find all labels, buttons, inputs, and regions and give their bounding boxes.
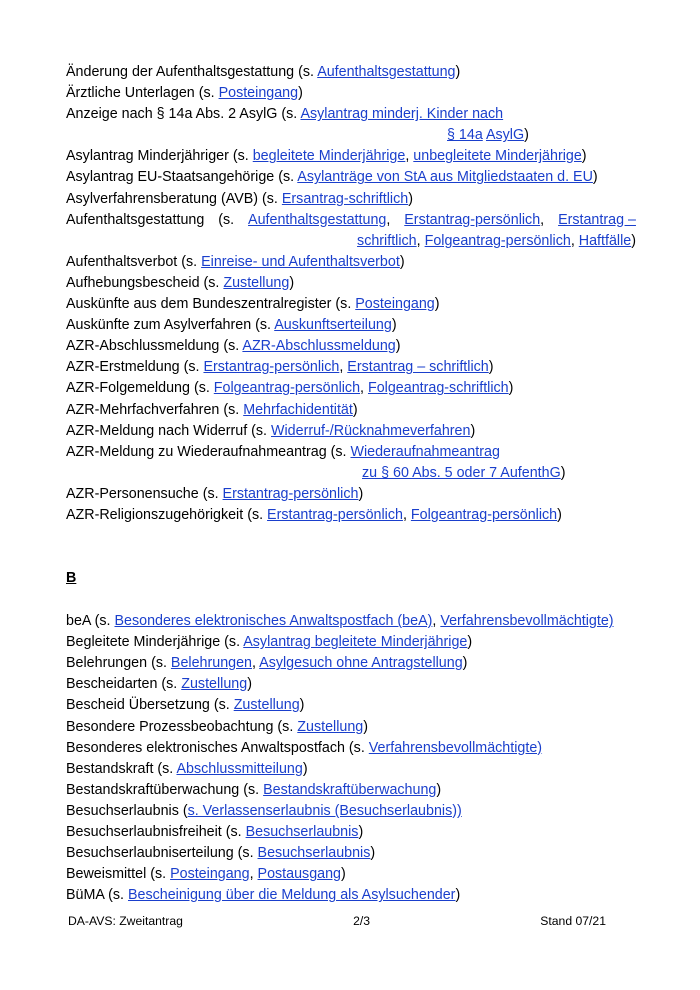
entry-link[interactable]: Aufenthaltsgestattung — [248, 211, 387, 228]
section-heading-b: B — [66, 570, 77, 587]
index-entry: Änderung der Aufenthaltsgestattung (s. Aufenthaltsgestattung) — [66, 64, 461, 80]
entry-link[interactable]: Wiederaufnahmeantrag — [350, 443, 500, 460]
entry-link[interactable]: Erstantrag-persönlich — [203, 359, 340, 376]
entry-link[interactable]: Zustellung — [223, 274, 290, 291]
index-entry: Aufhebungsbescheid (s. Zustellung) — [66, 274, 295, 291]
section-spacer — [66, 589, 636, 611]
entry-term: Aufenthaltsgestattung — [66, 211, 205, 228]
index-entry-continuation: zu § 60 Abs. 5 oder 7 AufenthG) — [362, 464, 566, 481]
entry-term: beA — [66, 613, 91, 630]
entry-link[interactable]: Asylanträge von StA aus Mitgliedstaaten d. EU — [297, 169, 593, 186]
index-entry: AZR-Meldung zu Wiederaufnahmeantrag (s. Wiederaufnahmeantrag — [66, 443, 500, 460]
index-entry: Ärztliche Unterlagen (s. Posteingang) — [66, 85, 303, 102]
entry-term: Begleitete Minderjährige — [66, 634, 221, 651]
entry-term: Asylantrag Minderjähriger — [66, 148, 229, 165]
index-entry: AZR-Religionszugehörigkeit (s. Erstantrag-persönlich, Folgeantrag-persönlich) — [66, 506, 562, 523]
entry-link[interactable]: Abschlussmitteilung — [176, 760, 303, 777]
entry-link[interactable]: Verfahrensbevollmächtigte) — [368, 739, 543, 756]
entry-term: Ärztliche Unterlagen — [66, 85, 195, 102]
entry-link[interactable]: Posteingang — [218, 85, 299, 102]
index-entry: Asylantrag EU-Staatsangehörige (s. Asylanträge von StA aus Mitgliedstaaten d. EU) — [66, 169, 598, 186]
entry-link[interactable]: Posteingang — [170, 866, 250, 883]
index-entry: Bestandskraftüberwachung (s. Bestandskraftüberwachung) — [66, 781, 442, 798]
footer-document-title: DA-AVS: Zweitantrag — [68, 914, 183, 928]
entry-link[interactable]: s. Verlassenserlaubnis (Besuchserlaubnis)) — [187, 802, 462, 819]
entry-term: BüMA — [66, 887, 105, 904]
page-footer — [68, 914, 606, 928]
entry-term: Bestandskraftüberwachung — [66, 781, 240, 798]
entry-link[interactable]: Folgeantrag-persönlich — [424, 232, 571, 249]
entry-term: Bescheidarten — [66, 676, 158, 693]
entry-link[interactable]: Folgeantrag-persönlich — [213, 380, 361, 397]
entry-link[interactable]: Haftfälle — [578, 232, 632, 249]
entry-link[interactable]: schriftlich — [357, 232, 417, 249]
entry-term: Besuchserlaubniserteilung — [66, 845, 234, 862]
entry-link[interactable]: Asylantrag begleitete Minderjährige — [243, 634, 468, 651]
entry-term: Beweismittel — [66, 866, 147, 883]
entry-term: AZR-Personensuche — [66, 485, 199, 502]
entry-term: Auskünfte zum Asylverfahren — [66, 317, 252, 334]
entry-term: Asylantrag EU-Staatsangehörige — [66, 169, 275, 186]
entry-term: Anzeige nach § 14a Abs. 2 AsylG — [66, 106, 278, 123]
entry-link[interactable]: Ersantrag-schriftlich — [281, 190, 409, 207]
entry-term: AZR-Religionszugehörigkeit — [66, 506, 244, 523]
entry-link[interactable]: Zustellung — [233, 697, 300, 714]
entry-term: AZR-Meldung zu Wiederaufnahmeantrag — [66, 443, 327, 460]
index-entry: Belehrungen (s. Belehrungen, Asylgesuch ohne Antragstellung) — [66, 655, 468, 672]
entry-see-label: (s. — [218, 211, 235, 228]
index-entry: Besuchserlaubnis (s. Verlassenserlaubnis (Besuchserlaubnis)) — [66, 802, 462, 819]
entry-link[interactable]: Bestandskraftüberwachung — [263, 781, 437, 798]
index-entry: Aufenthaltsgestattung (s. Aufenthaltsgestattung, Erstantrag-persönlich, Erstantrag – — [66, 210, 636, 231]
entry-link[interactable]: Asylgesuch ohne Antragstellung — [259, 655, 463, 672]
entry-term: Asylverfahrensberatung (AVB) — [66, 190, 259, 207]
entry-term: Besuchserlaubnisfreiheit — [66, 824, 222, 840]
entry-link[interactable]: begleitete Minderjährige — [252, 148, 406, 165]
entry-term: Aufhebungsbescheid — [66, 274, 200, 291]
entry-term: AZR-Erstmeldung — [66, 359, 180, 376]
index-entry: AZR-Erstmeldung (s. Erstantrag-persönlich, Erstantrag – schriftlich) — [66, 359, 494, 376]
entry-link[interactable]: Mehrfachidentität — [243, 401, 353, 418]
entry-link[interactable]: Widerruf-/Rücknahmeverfahren — [271, 422, 471, 439]
index-entry: Asylverfahrensberatung (AVB) (s. Ersantrag-schriftlich) — [66, 190, 413, 207]
entry-link[interactable]: Belehrungen — [170, 655, 253, 672]
entry-link[interactable]: Erstantrag-persönlich — [404, 211, 541, 228]
entry-link[interactable]: Erstantrag-persönlich — [222, 485, 359, 502]
entry-term: Aufenthaltsverbot — [66, 253, 178, 270]
entry-link[interactable]: Erstantrag – schriftlich — [347, 359, 489, 376]
entry-link[interactable]: Einreise- und Aufenthaltsverbot — [201, 253, 400, 270]
entry-link[interactable]: AZR-Abschlussmeldung — [242, 338, 396, 355]
entry-link[interactable]: AsylG — [485, 127, 525, 144]
entry-term: Auskünfte aus dem Bundeszentralregister — [66, 296, 332, 313]
index-entry: Besonderes elektronisches Anwaltspostfach (s. Verfahrensbevollmächtigte) — [66, 739, 543, 756]
entry-link[interactable]: Erstantrag – — [558, 211, 636, 228]
entry-term: Besondere Prozessbeobachtung — [66, 718, 274, 735]
index-entry: Besuchserlaubnisfreiheit (s. Besuchserlaubnis) — [66, 824, 364, 840]
index-entry: Anzeige nach § 14a Abs. 2 AsylG (s. Asylantrag minderj. Kinder nach — [66, 106, 504, 123]
entry-term: Belehrungen — [66, 655, 148, 672]
index-entry: Auskünfte aus dem Bundeszentralregister (s. Posteingang) — [66, 296, 440, 313]
entry-term: Änderung der Aufenthaltsgestattung — [66, 64, 295, 80]
footer-page-number: 2/3 — [353, 914, 371, 928]
entry-term: AZR-Folgemeldung — [66, 380, 190, 397]
entry-link[interactable]: Postausgang — [257, 866, 341, 883]
entry-link[interactable]: Bescheinigung über die Meldung als Asylsuchender — [127, 887, 456, 904]
entry-term: AZR-Mehrfachverfahren — [66, 401, 220, 418]
entry-link[interactable]: unbegleitete Minderjährige — [413, 148, 582, 165]
index-entry: Auskünfte zum Asylverfahren (s. Auskunftserteilung) — [66, 317, 397, 334]
index-entry: Aufenthaltsverbot (s. Einreise- und Aufenthaltsverbot) — [66, 253, 405, 270]
entry-link[interactable]: Asylantrag minderj. Kinder nach — [300, 106, 504, 123]
entry-link[interactable]: zu § 60 Abs. 5 oder 7 AufenthG — [362, 464, 561, 481]
index-entry: AZR-Personensuche (s. Erstantrag-persönlich) — [66, 485, 364, 502]
entry-link[interactable]: Erstantrag-persönlich — [267, 506, 403, 523]
entry-link[interactable]: Zustellung — [181, 676, 248, 693]
entry-link[interactable]: Auskunftserteilung — [274, 317, 392, 334]
index-entry: AZR-Mehrfachverfahren (s. Mehrfachidentität) — [66, 401, 358, 418]
index-entry: Bescheid Übersetzung (s. Zustellung) — [66, 697, 305, 714]
entry-term: Bestandskraft — [66, 760, 154, 777]
entry-link[interactable]: Zustellung — [297, 718, 364, 735]
index-entry: AZR-Folgemeldung (s. Folgeantrag-persönlich, Folgeantrag-schriftlich) — [66, 380, 514, 397]
entry-link[interactable]: Besuchserlaubnis — [245, 824, 359, 840]
entry-term: Besuchserlaubnis — [66, 802, 179, 819]
index-entry: Bescheidarten (s. Zustellung) — [66, 676, 252, 693]
entry-link[interactable]: Folgeantrag-schriftlich — [367, 380, 509, 397]
entry-link[interactable]: § 14a — [447, 127, 483, 144]
entry-link[interactable]: Besuchserlaubnis — [257, 845, 371, 862]
entry-term: AZR-Meldung nach Widerruf — [66, 422, 248, 439]
index-entry: Besuchserlaubniserteilung (s. Besuchserlaubnis) — [66, 845, 376, 862]
section-spacer — [66, 526, 636, 568]
entry-term: Besonderes elektronisches Anwaltspostfach — [66, 739, 345, 756]
index-entry: Asylantrag Minderjähriger (s. begleitete Minderjährige, unbegleitete Minderjährige) — [66, 148, 587, 165]
index-entry: Besondere Prozessbeobachtung (s. Zustellung) — [66, 718, 369, 735]
index-entry-continuation: schriftlich, Folgeantrag-persönlich, Haftfälle) — [357, 232, 636, 249]
index-entry: AZR-Meldung nach Widerruf (s. Widerruf-/Rücknahmeverfahren) — [66, 422, 476, 439]
index-entry: Bestandskraft (s. Abschlussmitteilung) — [66, 760, 308, 777]
index-entry: Beweismittel (s. Posteingang, Postausgang) — [66, 866, 346, 883]
index-entry-continuation: § 14a AsylG) — [447, 127, 529, 144]
index-entry: BüMA (s. Bescheinigung über die Meldung als Asylsuchender) — [66, 887, 461, 904]
index-entry: AZR-Abschlussmeldung (s. AZR-Abschlussmeldung) — [66, 338, 401, 355]
entry-link[interactable]: Besonderes elektronisches Anwaltspostfach (beA) — [114, 613, 433, 630]
entry-link[interactable]: Verfahrensbevollmächtigte) — [440, 613, 614, 630]
entry-term: Bescheid Übersetzung — [66, 697, 210, 714]
document-page — [66, 62, 636, 906]
entry-link[interactable]: Aufenthaltsgestattung — [317, 64, 456, 80]
entry-link[interactable]: Posteingang — [355, 296, 435, 313]
footer-version: Stand 07/21 — [540, 914, 606, 928]
entry-link[interactable]: Folgeantrag-persönlich — [410, 506, 558, 523]
entry-term: AZR-Abschlussmeldung — [66, 338, 220, 355]
index-entry: Begleitete Minderjährige (s. Asylantrag begleitete Minderjährige) — [66, 634, 473, 651]
index-entry: beA (s. Besonderes elektronisches Anwaltspostfach (beA), Verfahrensbevollmächtigte) — [66, 613, 614, 630]
